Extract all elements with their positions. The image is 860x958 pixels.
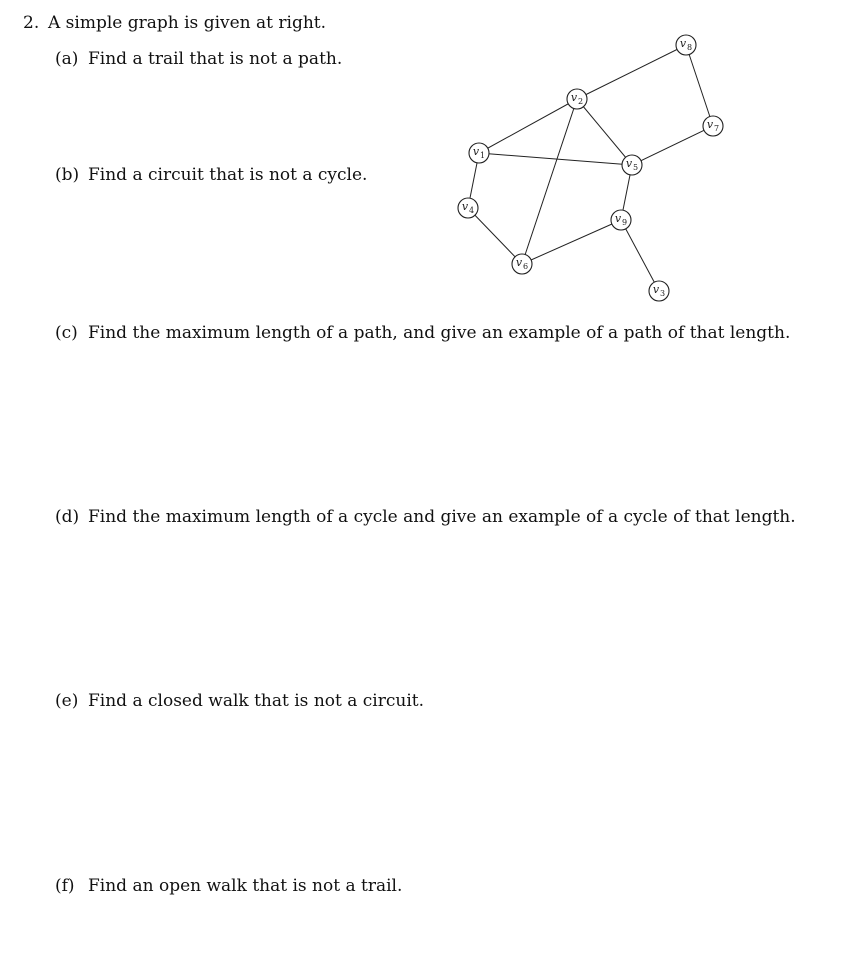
edge-v2-v5	[577, 99, 632, 165]
vertex-subscript: 9	[621, 218, 628, 227]
edge-v7-v5	[632, 126, 713, 165]
edge-v4-v6	[468, 208, 522, 264]
vertex-v5	[622, 155, 642, 175]
part-b	[55, 164, 367, 186]
part-e-label: (e)	[55, 691, 79, 711]
question-number: 2.	[23, 13, 40, 33]
edge-v1-v2	[479, 99, 577, 153]
vertex-v6	[512, 254, 532, 274]
part-a-label: (a)	[55, 49, 79, 69]
vertex-v2	[567, 89, 587, 109]
edge-v2-v8	[577, 45, 686, 99]
graph-edges	[468, 45, 713, 291]
part-b-label: (b)	[55, 165, 80, 185]
vertex-label: v	[625, 157, 633, 170]
vertex-subscript: 7	[713, 124, 720, 133]
vertex-label: v	[515, 256, 523, 269]
vertex-subscript: 3	[659, 289, 666, 298]
part-f	[55, 875, 402, 897]
part-e-text: Find a closed walk that is not a circuit.	[88, 691, 424, 711]
vertex-label: v	[614, 212, 622, 225]
edge-v9-v6	[522, 220, 621, 264]
vertex-label: v	[679, 37, 687, 50]
vertex-v8	[676, 35, 696, 55]
vertex-subscript: 4	[468, 206, 475, 215]
part-c	[55, 322, 790, 344]
part-a-text: Find a trail that is not a path.	[88, 49, 343, 69]
edge-v8-v7	[686, 45, 713, 126]
part-a	[55, 48, 342, 70]
part-f-text: Find an open walk that is not a trail.	[88, 876, 403, 896]
vertex-subscript: 5	[632, 163, 639, 172]
question-heading	[23, 12, 326, 34]
vertex-v9	[611, 210, 631, 230]
vertex-label: v	[570, 91, 578, 104]
graph-vertices	[458, 35, 723, 301]
vertex-v7	[703, 116, 723, 136]
vertex-v4	[458, 198, 478, 218]
part-d	[55, 506, 796, 528]
vertex-subscript: 8	[686, 43, 693, 52]
part-f-label: (f)	[55, 876, 75, 896]
vertex-label: v	[652, 283, 660, 296]
question-prompt: A simple graph is given at right.	[48, 13, 327, 33]
vertex-v3	[649, 281, 669, 301]
vertex-label: v	[706, 118, 714, 131]
part-c-text: Find the maximum length of a path, and give an example of a path of that length.	[88, 323, 791, 343]
vertex-subscript: 1	[479, 151, 486, 160]
vertex-subscript: 2	[577, 97, 584, 106]
graph-diagram	[440, 25, 740, 310]
part-c-label: (c)	[55, 323, 78, 343]
vertex-label: v	[472, 145, 480, 158]
vertex-label: v	[461, 200, 469, 213]
part-d-text: Find the maximum length of a cycle and give an example of a cycle of that length.	[88, 507, 796, 527]
part-e	[55, 690, 424, 712]
part-b-text: Find a circuit that is not a cycle.	[88, 165, 368, 185]
edge-v9-v3	[621, 220, 659, 291]
part-d-label: (d)	[55, 507, 80, 527]
vertex-v1	[469, 143, 489, 163]
vertex-subscript: 6	[522, 262, 529, 271]
edge-v2-v6	[522, 99, 577, 264]
